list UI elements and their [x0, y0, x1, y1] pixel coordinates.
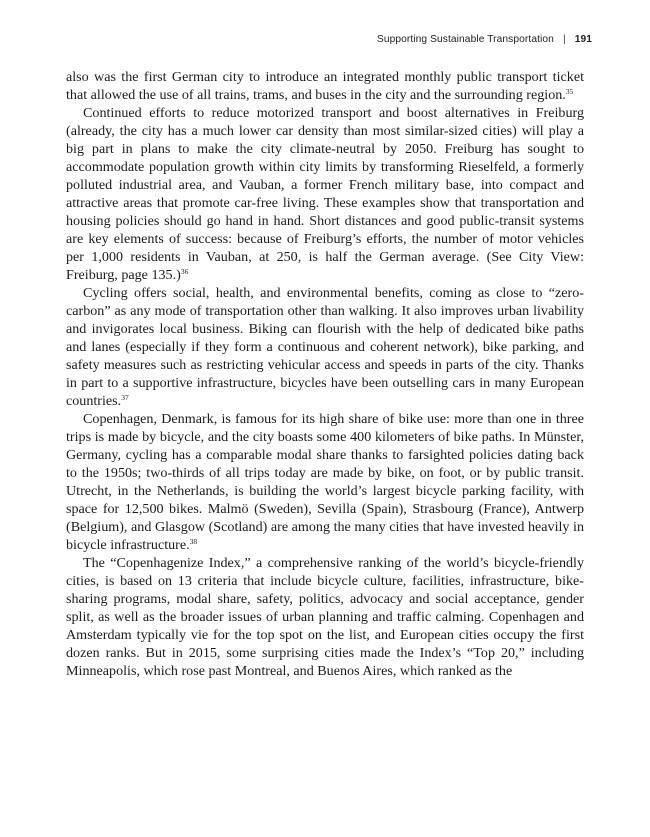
running-head: [377, 34, 592, 45]
paragraph-2: [66, 104, 584, 284]
footnote-ref: 38: [189, 537, 198, 546]
paragraph-5: [66, 554, 584, 680]
paragraph-3: [66, 284, 584, 410]
paragraph-text: Cycling offers social, health, and environmental benefits, coming as close to “zero-carbon” as any mode of transportation other than walking. It also improves urban livability and invigorates local business. Biking can flourish with the help of dedicated bike paths and lanes (especially if they form a continuous and coherent network), bike parking, and safety measures such as restricting vehicular access and speeds in parts of the city. Thanks in part to a supportive infrastructure, bicycles have been outselling cars in many European countries.: [66, 285, 584, 409]
header-separator: |: [562, 34, 566, 45]
paragraph-text: The “Copenhagenize Index,” a comprehensive ranking of the world’s bicycle-friendly cities, is based on 13 criteria that include bicycle culture, facilities, infrastructure, bike-sharing programs, modal share, safety, politics, advocacy and social acceptance, gender split, as well as the broader issues of urban planning and traffic calming. Copenhagen and Amsterdam typically vie for the top spot on the list, and European cities occupy the first dozen ranks. But in 2015, some surprising cities made the Index’s “Top 20,” including Minneapolis, which rose past Montreal, and Buenos Aires, which ranked as the: [66, 555, 584, 679]
footnote-ref: 37: [121, 393, 129, 402]
paragraph-text: Copenhagen, Denmark, is famous for its high share of bike use: more than one in three trips is made by bicycle, and the city boasts some 400 kilometers of bike paths. In Münster, Germany, cycling has a comparable modal share thanks to farsighted policies dating back to the 1950s; two-thirds of all trips today are made by bike, on foot, or by public transit. Utrecht, in the Netherlands, is building the world’s largest bicycle parking facility, with space for 12,500 bikes. Malmö (Sweden), Sevilla (Spain), Strasbourg (France), Antwerp (Belgium), and Glasgow (Scotland) are among the many cities that have invested heavily in bicycle infrastructure.: [66, 411, 584, 553]
paragraph-text: Continued efforts to reduce motorized transport and boost alternatives in Freiburg (already, the city has a much lower car density than most similar-sized cities) will play a big part in plans to make the city climate-neutral by 2050. Freiburg has sought to accommodate population growth within city limits by transforming Rieselfeld, a formerly polluted industrial area, and Vauban, a former French military base, into compact and attractive areas that promote car-free living. These examples show that transportation and housing policies should go hand in hand. Short distances and good public-transit systems are key elements of success: because of Freiburg’s efforts, the number of motor vehicles per 1,000 residents in Vauban, at 250, is half the German average. (See City View: Freiburg, page 135.): [66, 105, 584, 283]
paragraph-4: [66, 410, 584, 554]
paragraph-text: also was the first German city to introduce an integrated monthly public transport ticket that allowed the use of all trains, trams, and buses in the city and the surrounding region.: [66, 69, 584, 103]
running-title: Supporting Sustainable Transportation: [376, 34, 554, 45]
footnote-ref: 36: [180, 267, 189, 276]
body-text: [66, 68, 584, 680]
page-number: 191: [574, 34, 592, 45]
footnote-ref: 35: [565, 87, 574, 96]
paragraph-1: [66, 68, 584, 104]
